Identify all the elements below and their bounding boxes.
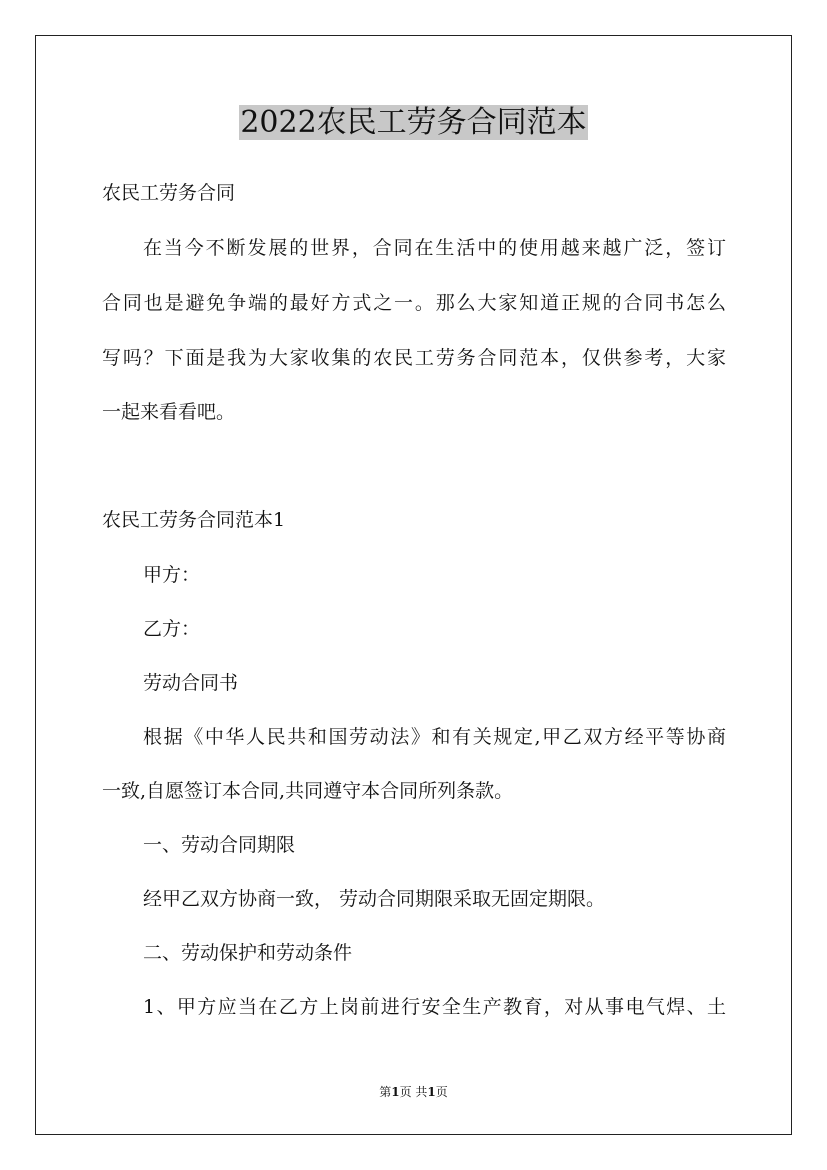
section-2-title: 二、劳动保护和劳动条件 <box>143 942 353 964</box>
basis-line-2: 一致,自愿签订本合同,共同遵守本合同所列条款。 <box>102 780 514 802</box>
basis-line-1: 根据《中华人民共和国劳动法》和有关规定,甲乙双方经平等协商 <box>143 726 726 748</box>
intro-line-4: 一起来看看吧。 <box>102 401 236 423</box>
section-1-text: 经甲乙双方协商一致， 劳动合同期限采取无固定期限。 <box>143 888 606 910</box>
page-footer: 第1页 共1页 <box>379 1085 448 1099</box>
party-b-label: 乙方： <box>143 618 201 640</box>
sample-heading: 农民工劳务合同范本1 <box>102 509 286 531</box>
contract-name: 劳动合同书 <box>143 672 239 694</box>
intro-line-2: 合同也是避免争端的最好方式之一。那么大家知道正规的合同书怎么 <box>102 292 726 314</box>
party-a-label: 甲方： <box>143 564 201 586</box>
intro-line-1: 在当今不断发展的世界，合同在生活中的使用越来越广泛，签订 <box>143 237 726 259</box>
intro-line-3: 写吗？下面是我为大家收集的农民工劳务合同范本，仅供参考，大家 <box>102 347 726 369</box>
section-1-title: 一、劳动合同期限 <box>143 834 296 856</box>
contract-heading: 农民工劳务合同 <box>102 182 236 204</box>
section-2-item-1: 1、甲方应当在乙方上岗前进行安全生产教育，对从事电气焊、土 <box>143 996 726 1018</box>
document-title: 2022农民工劳务合同范本 <box>240 105 587 140</box>
